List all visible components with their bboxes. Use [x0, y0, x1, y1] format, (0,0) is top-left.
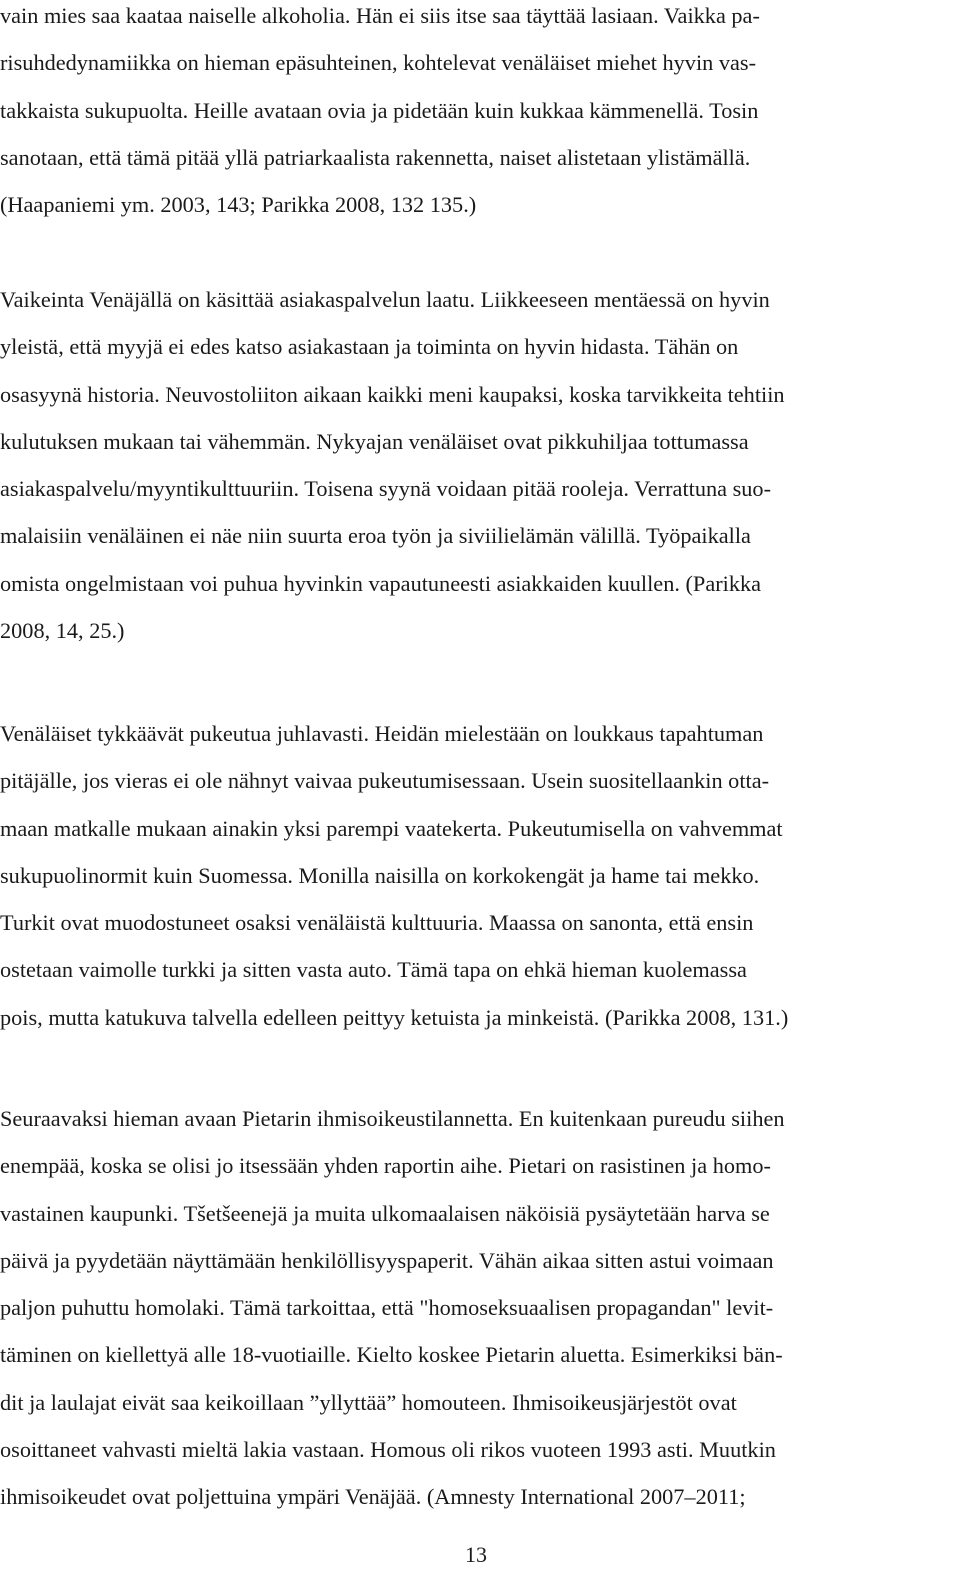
paragraph-customer-service [0, 276, 952, 654]
text-line: ihmisoikeudet ovat poljettuina ympäri Venäjää. (Amnesty International 2007–2011; [0, 1484, 746, 1510]
text-line: pois, mutta katukuva talvella edelleen peittyy ketuista ja minkeistä. (Parikka 2008, 131.) [0, 1004, 789, 1030]
text-line: takkaista sukupuolta. Heille avataan ovia ja pidetään kuin kukkaa kämmenellä. Tosin [0, 97, 759, 123]
text-line: Vaikeinta Venäjällä on käsittää asiakaspalvelun laatu. Liikkeeseen mentäessä on hyvin [0, 287, 770, 312]
text-line: vastainen kaupunki. Tšetšeenejä ja muita ulkomaalaisen näköisiä pysäytetään harva se [0, 1200, 770, 1226]
text-line: täminen on kiellettyä alle 18-vuotiaille. Kielto koskee Pietarin aluetta. Esimerkiksi bän- [0, 1342, 783, 1368]
text-line: Venäläiset tykkäävät pukeutua juhlavasti. Heidän mielestään on loukkaus tapahtuman [0, 721, 764, 746]
paragraph-clothing [0, 710, 952, 1041]
text-line: vain mies saa kaataa naiselle alkoholia. Hän ei siis itse saa täyttää lasiaan. Vaikka pa- [0, 3, 760, 28]
text-line: 2008, 14, 25.) [0, 618, 125, 644]
text-line: malaisiin venäläinen ei näe niin suurta eroa työn ja siviilielämän välillä. Työpaikalla [0, 523, 751, 549]
text-line: asiakaspalvelu/myyntikulttuuriin. Toisena syynä voidaan pitää rooleja. Verrattuna suo- [0, 476, 772, 502]
text-line: risuhdedynamiikka on hieman epäsuhteinen, kohtelevat venäläiset miehet hyvin vas- [0, 50, 757, 76]
paragraph-human-rights [0, 1095, 952, 1521]
text-line: ostetaan vaimolle turkki ja sitten vasta auto. Tämä tapa on ehkä hieman kuolemassa [0, 957, 747, 983]
text-line: sanotaan, että tämä pitää yllä patriarkaalista rakennetta, naiset alistetaan ylistämällä. [0, 144, 751, 170]
text-line: sukupuolinormit kuin Suomessa. Monilla naisilla on korkokengät ja hame tai mekko. [0, 862, 760, 888]
text-line: päivä ja pyydetään näyttämään henkilöllisyyspaperit. Vähän aikaa sitten astui voimaan [0, 1247, 774, 1273]
text-line: Turkit ovat muodostuneet osaksi venäläistä kulttuuria. Maassa on sanonta, että ensin [0, 910, 754, 936]
text-line: omista ongelmistaan voi puhua hyvinkin vapautuneesti asiakkaiden kuullen. (Parikka [0, 570, 762, 596]
page-number: 13 [465, 1542, 487, 1567]
text-line: paljon puhuttu homolaki. Tämä tarkoittaa, että "homoseksuaalisen propagandan" levit- [0, 1295, 774, 1321]
text-line: yleistä, että myyjä ei edes katso asiakastaan ja toiminta on hyvin hidasta. Tähän on [0, 334, 739, 360]
text-line: osasyynä historia. Neuvostoliiton aikaan kaikki meni kaupaksi, koska tarvikkeita tehtiin [0, 381, 785, 407]
text-line: (Haapaniemi ym. 2003, 143; Parikka 2008, 132 135.) [0, 192, 477, 218]
text-line: maan matkalle mukaan ainakin yksi parempi vaatekerta. Pukeutumisella on vahvemmat [0, 815, 783, 841]
text-line: osoittaneet vahvasti mieltä lakia vastaan. Homous oli rikos vuoteen 1993 asti. Muutkin [0, 1437, 776, 1463]
text-line: enempää, koska se olisi jo itsessään yhden raportin aihe. Pietari on rasistinen ja homo- [0, 1153, 771, 1179]
text-line: dit ja laulajat eivät saa keikoillaan ”yllyttää” homouteen. Ihmisoikeusjärjestöt ovat [0, 1389, 737, 1415]
text-line: pitäjälle, jos vieras ei ole nähnyt vaivaa pukeutumisessaan. Usein suositellaankin otta- [0, 768, 770, 794]
text-line: kulutuksen mukaan tai vähemmän. Nykyajan venäläiset ovat pikkuhiljaa tottumassa [0, 428, 749, 454]
text-line: Seuraavaksi hieman avaan Pietarin ihmisoikeustilannetta. En kuitenkaan pureudu siihen [0, 1106, 785, 1131]
paragraph-relationships [0, 0, 952, 228]
